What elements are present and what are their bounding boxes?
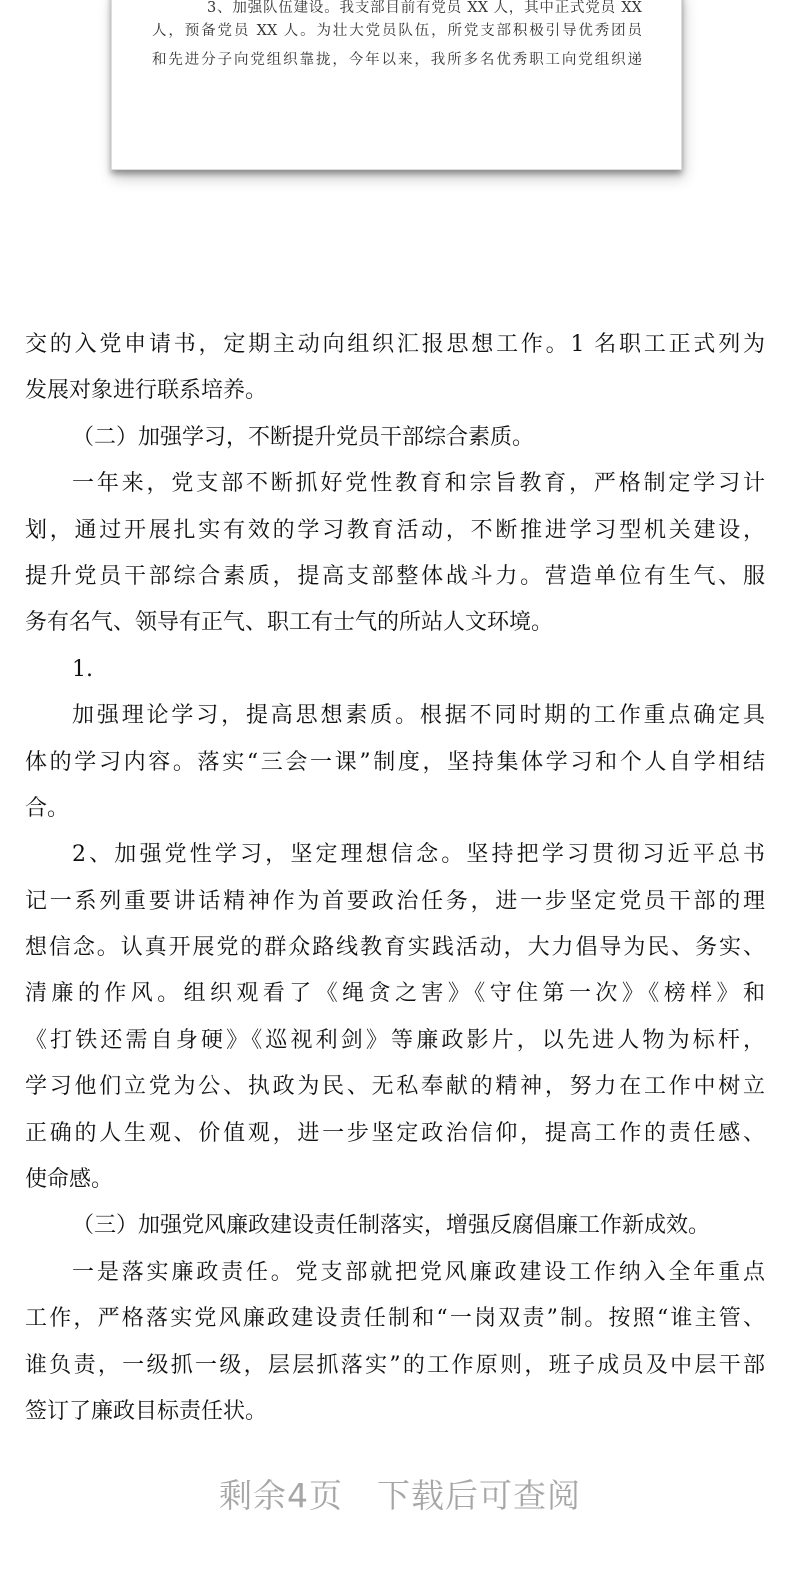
- download-prompt[interactable]: [0, 1470, 800, 1517]
- text-line: 一是落实廉政责任。党支部就把党风廉政建设工作纳入全年重点: [72, 1259, 765, 1285]
- text-line: （二）加强学习，不断提升党员干部综合素质。: [72, 424, 535, 450]
- remaining-pages-label: 剩余4页: [219, 1476, 343, 1515]
- text-line: 交的入党申请书，定期主动向组织汇报思想工作。1 名职工正式列为: [25, 332, 765, 357]
- text-line: 合。: [25, 795, 70, 821]
- text-line: 学习他们立党为公、执政为民、无私奉献的精神，努力在工作中树立: [25, 1074, 765, 1100]
- paragraph: [25, 1203, 765, 1249]
- preview-line: 3、加强队伍建设。我支部目前有党员 XX 人，其中正式党员 XX: [207, 0, 642, 16]
- document-body: [25, 322, 765, 1435]
- paragraph: [25, 415, 765, 461]
- text-line: 正确的人生观、价值观，进一步坚定政治信仰，提高工作的责任感、: [25, 1120, 765, 1146]
- paragraph: [25, 461, 765, 647]
- text-line: 务有名气、领导有正气、职工有士气的所站人文环境。: [25, 610, 554, 636]
- preview-line: 人，预备党员 XX 人。为壮大党员队伍，所党支部积极引导优秀团员: [152, 23, 642, 39]
- paragraph: [25, 1250, 765, 1436]
- text-line: 体的学习内容。落实“三会一课”制度，坚持集体学习和个人自学相结: [25, 749, 765, 775]
- text-line: 2、加强党性学习，坚定理想信念。坚持把学习贯彻习近平总书: [72, 842, 765, 868]
- text-line: 发展对象进行联系培养。: [25, 378, 268, 404]
- text-line: 一年来，党支部不断抓好党性教育和宗旨教育，严格制定学习计: [72, 471, 765, 497]
- text-line: 工作，严格落实党风廉政建设责任制和“一岗双责”制。按照“谁主管、: [25, 1306, 765, 1332]
- text-line: 《打铁还需自身硬》《巡视利剑》等廉政影片，以先进人物为标杆，: [25, 1027, 765, 1053]
- text-line: （三）加强党风廉政建设责任制落实，增强反腐倡廉工作新成效。: [72, 1213, 711, 1239]
- text-line: 1.: [72, 656, 93, 682]
- paragraph: [25, 322, 765, 415]
- paragraph: [25, 832, 765, 1203]
- text-line: 加强理论学习，提高思想素质。根据不同时期的工作重点确定具: [72, 703, 765, 729]
- download-to-view-link[interactable]: 下载后可查阅: [377, 1476, 581, 1515]
- text-line: 签订了廉政目标责任状。: [25, 1398, 268, 1424]
- text-line: 记一系列重要讲话精神作为首要政治任务，进一步坚定党员干部的理: [25, 888, 765, 914]
- preview-line: 和先进分子向党组织靠拢，今年以来，我所多名优秀职工向党组织递: [152, 52, 642, 68]
- text-line: 想信念。认真开展党的群众路线教育实践活动，大力倡导为民、务实、: [25, 935, 765, 961]
- preview-page-card: [111, 0, 682, 170]
- text-line: 清廉的作风。组织观看了《绳贪之害》《守住第一次》《榜样》和: [25, 981, 765, 1007]
- text-line: 提升党员干部综合素质，提高支部整体战斗力。营造单位有生气、服: [25, 563, 765, 589]
- paragraph: [25, 647, 765, 693]
- text-line: 谁负责，一级抓一级，层层抓落实”的工作原则，班子成员及中层干部: [25, 1352, 765, 1378]
- text-line: 划，通过开展扎实有效的学习教育活动，不断推进学习型机关建设，: [25, 517, 765, 543]
- paragraph: [25, 693, 765, 832]
- text-line: 使命感。: [25, 1167, 114, 1193]
